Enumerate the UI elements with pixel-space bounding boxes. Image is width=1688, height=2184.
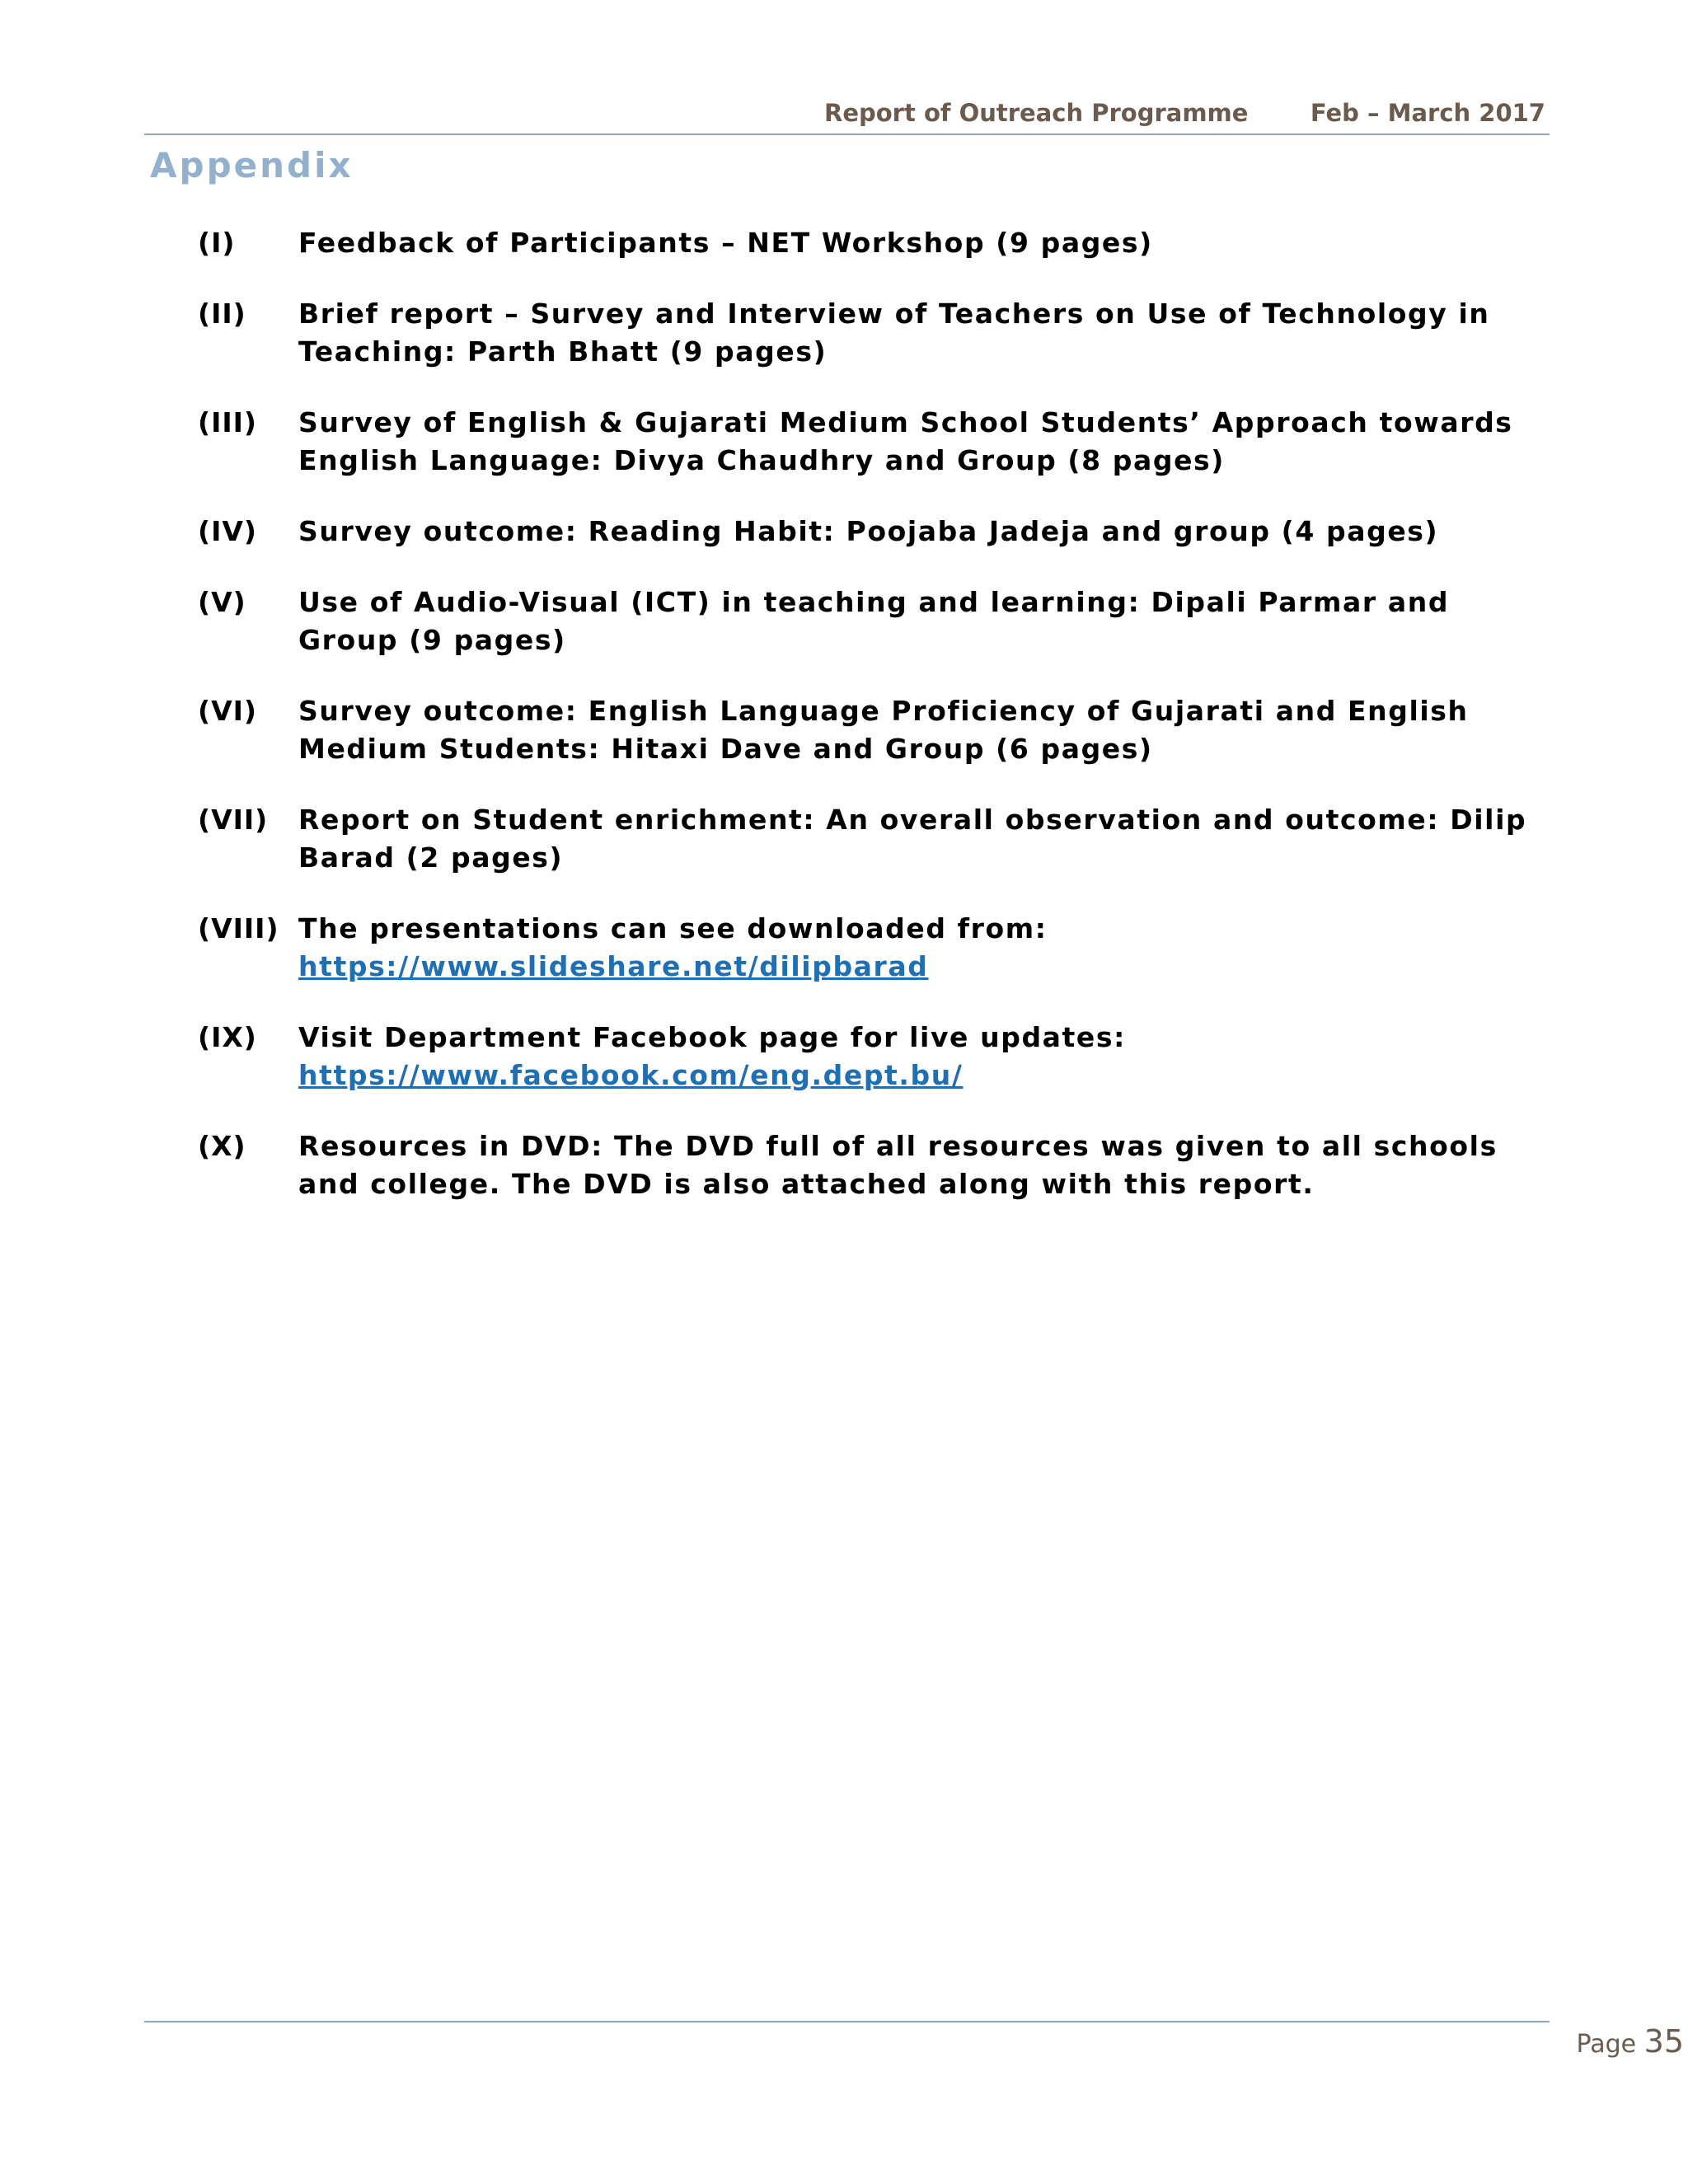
list-item xyxy=(198,1019,1550,1094)
item-number: (I) xyxy=(198,227,236,259)
item-number: (IX) xyxy=(198,1021,257,1053)
item-number: (IV) xyxy=(198,515,257,547)
item-number: (II) xyxy=(198,298,246,330)
item-text xyxy=(298,1019,1550,1094)
item-text: Survey outcome: English Language Proficiency of Gujarati and English Medium Students: Hitaxi Dave and Group (6 pages) xyxy=(298,695,1469,765)
item-text: Use of Audio-Visual (ICT) in teaching and learning: Dipali Parmar and Group (9 pages) xyxy=(298,586,1450,656)
facebook-link[interactable]: https://www.facebook.com/eng.dept.bu/ xyxy=(298,1059,964,1091)
item-text-prefix: The presentations can see downloaded from: xyxy=(298,912,1048,944)
list-item xyxy=(198,692,1550,768)
page-header xyxy=(144,92,1550,135)
list-item xyxy=(198,583,1550,659)
header-date: Feb – March 2017 xyxy=(1310,99,1545,127)
slideshare-link[interactable]: https://www.slideshare.net/dilipbarad xyxy=(298,950,929,982)
list-item xyxy=(198,801,1550,877)
item-text xyxy=(298,910,1550,986)
list-item xyxy=(198,910,1550,986)
item-number: (VIII) xyxy=(198,912,279,944)
item-number: (VI) xyxy=(198,695,257,727)
page-label: Page xyxy=(1576,2030,1637,2059)
list-item xyxy=(198,295,1550,371)
item-number: (III) xyxy=(198,406,257,438)
item-number: (V) xyxy=(198,586,246,618)
item-text-prefix: Visit Department Facebook page for live updates: xyxy=(298,1021,1126,1053)
page-footer-rule xyxy=(144,2021,1550,2022)
list-item xyxy=(198,224,1550,262)
list-item xyxy=(198,513,1550,551)
item-number: (X) xyxy=(198,1130,246,1162)
list-item xyxy=(198,404,1550,480)
page-number xyxy=(1576,2023,1684,2060)
item-number: (VII) xyxy=(198,804,269,836)
header-title: Report of Outreach Programme xyxy=(824,99,1249,127)
list-item xyxy=(198,1127,1550,1203)
item-text: Survey of English & Gujarati Medium School Students’ Approach towards English Language: Divya Chaudhry and Group (8 pages) xyxy=(298,406,1513,476)
item-text: Survey outcome: Reading Habit: Poojaba Jadeja and group (4 pages) xyxy=(298,515,1439,547)
item-text: Brief report – Survey and Interview of Teachers on Use of Technology in Teaching: Parth Bhatt (9 pages) xyxy=(298,298,1490,368)
appendix-list xyxy=(198,224,1550,1236)
item-text: Feedback of Participants – NET Workshop (9 pages) xyxy=(298,227,1153,259)
page-number-value: 35 xyxy=(1643,2023,1684,2060)
item-text: Resources in DVD: The DVD full of all resources was given to all schools and college. The DVD is also attached along with this report. xyxy=(298,1130,1498,1200)
appendix-heading: Appendix xyxy=(150,145,354,185)
item-text: Report on Student enrichment: An overall observation and outcome: Dilip Barad (2 pages) xyxy=(298,804,1527,874)
